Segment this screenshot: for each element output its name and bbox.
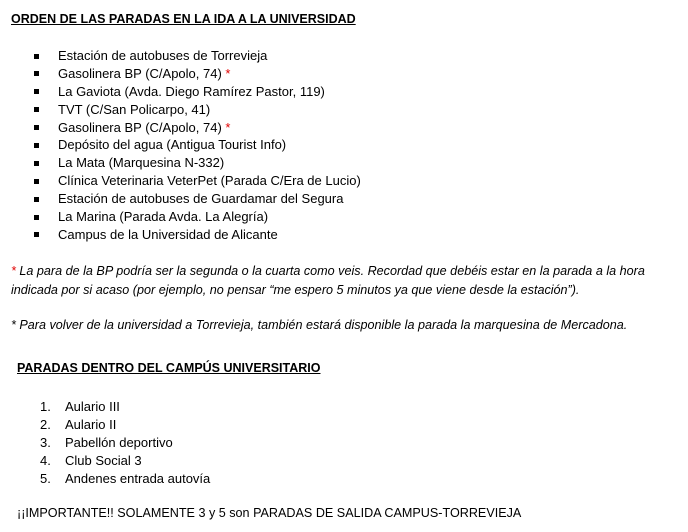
square-bullet-icon [34, 161, 39, 166]
square-bullet-icon [34, 179, 39, 184]
note-bp-line1: La para de la BP podría ser la segunda o la cuarta como veis. Recordad que debéis estar en la parada a la hora [15, 264, 645, 278]
square-bullet-icon [34, 89, 39, 94]
note-bp-asterisk: * [11, 264, 16, 278]
ida-stop-text: La Gaviota (Avda. Diego Ramírez Pastor, 119) [58, 83, 325, 99]
note-bp-line2: indicada por si acaso (por ejemplo, no pensar “me espero 5 minutos ya que viene desde la estación”). [11, 282, 580, 297]
ida-stop-text: Campus de la Universidad de Alicante [58, 226, 278, 242]
ida-stop-item [58, 119, 361, 137]
square-bullet-icon [34, 107, 39, 112]
note-return: * Para volver de la universidad a Torrevieja, también estará disponible la parada la marquesina de Mercadona. [11, 318, 628, 332]
ida-stop-item [58, 136, 361, 154]
square-bullet-icon [34, 143, 39, 148]
campus-stop-number: 2. [40, 416, 51, 432]
ida-heading: ORDEN DE LAS PARADAS EN LA IDA A LA UNIVERSIDAD [11, 12, 356, 26]
ida-stop-text: TVT (C/San Policarpo, 41) [58, 101, 211, 117]
square-bullet-icon [34, 215, 39, 220]
campus-stop-item [40, 452, 210, 470]
ida-stop-item [58, 83, 361, 101]
campus-stop-number: 5. [40, 470, 51, 486]
campus-stop-number: 3. [40, 434, 51, 450]
ida-stop-item [58, 47, 361, 65]
campus-stop-number: 1. [40, 399, 51, 414]
ida-stop-text: La Mata (Marquesina N-332) [58, 155, 225, 171]
ida-stop-item [58, 172, 361, 190]
ida-stop-item [58, 65, 361, 83]
ida-stop-text: Estación de autobuses de Guardamar del Segura [58, 191, 344, 207]
ida-stop-text: Clínica Veterinaria VeterPet (Parada C/Era de Lucio) [58, 173, 361, 189]
important-notice: ¡¡IMPORTANTE!! SOLAMENTE 3 y 5 son PARADAS DE SALIDA CAMPUS-TORREVIEJA [17, 506, 522, 520]
ida-stop-item [58, 190, 361, 208]
ida-stop-text: Estación de autobuses de Torrevieja [58, 48, 268, 63]
ida-stop-asterisk: * [225, 65, 231, 81]
ida-stop-item [58, 101, 361, 119]
campus-stop-text: Pabellón deportivo [65, 434, 173, 450]
square-bullet-icon [34, 197, 39, 202]
campus-stop-item [40, 470, 211, 488]
ida-stop-text: La Marina (Parada Avda. La Alegría) [58, 209, 269, 225]
campus-stop-list [40, 398, 211, 487]
ida-stop-item [58, 208, 361, 226]
campus-stop-text: Aulario II [65, 416, 117, 432]
campus-stop-text: Club Social 3 [65, 452, 142, 468]
note-bp [11, 262, 645, 299]
square-bullet-icon [34, 71, 39, 76]
square-bullet-icon [34, 54, 39, 59]
campus-stop-text: Andenes entrada autovía [65, 470, 211, 486]
campus-stop-item [40, 416, 210, 434]
ida-stop-list [58, 47, 361, 244]
ida-stop-text: Depósito del agua (Antigua Tourist Info) [58, 137, 287, 153]
ida-stop-text: Gasolinera BP (C/Apolo, 74) [58, 119, 222, 135]
campus-stop-item [40, 398, 210, 416]
campus-stop-item [40, 434, 210, 452]
ida-stop-item [58, 154, 361, 172]
ida-stop-asterisk: * [225, 119, 231, 135]
campus-stop-number: 4. [40, 452, 51, 468]
campus-heading: PARADAS DENTRO DEL CAMPÚS UNIVERSITARIO [17, 361, 321, 375]
ida-stop-text: Gasolinera BP (C/Apolo, 74) [58, 65, 222, 81]
square-bullet-icon [34, 125, 39, 130]
campus-stop-text: Aulario III [65, 399, 120, 414]
square-bullet-icon [34, 232, 39, 237]
ida-stop-item [58, 226, 361, 244]
